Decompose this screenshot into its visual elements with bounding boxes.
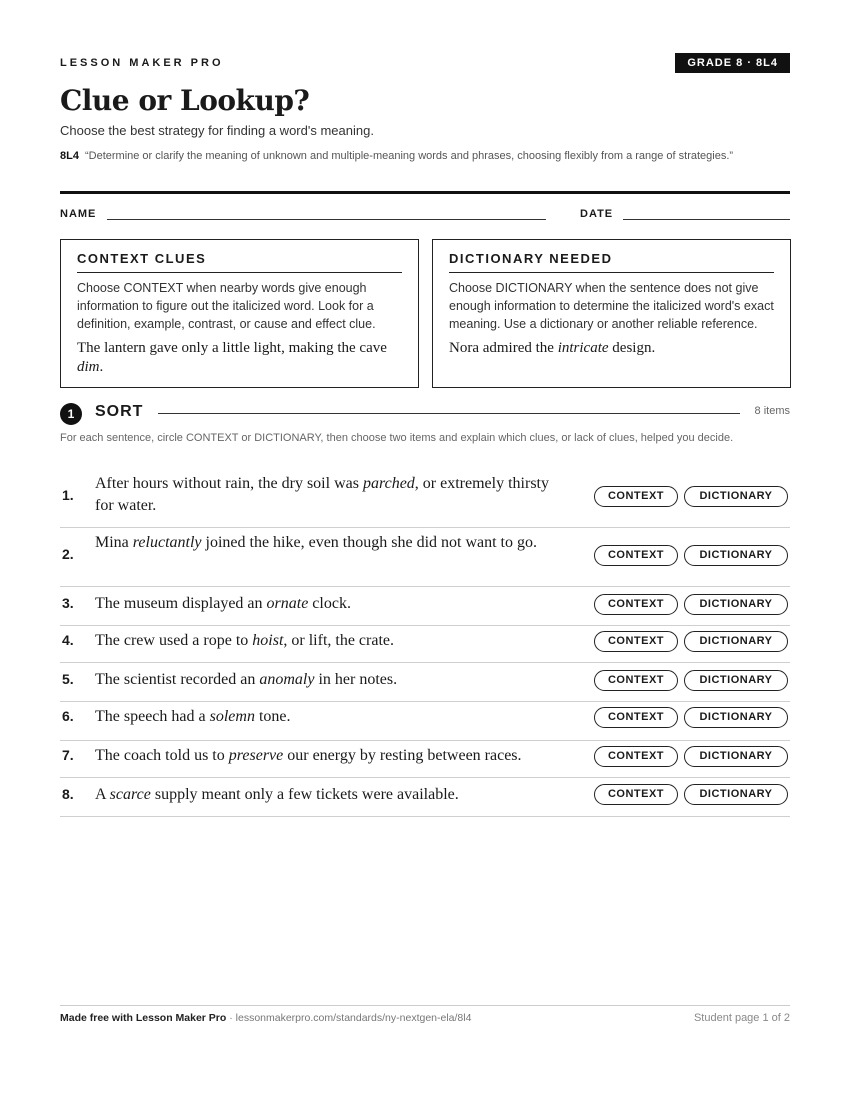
choice-pills — [594, 631, 788, 652]
item-number: 3. — [62, 595, 74, 611]
dictionary-needed-example — [449, 339, 774, 358]
section-instructions: For each sentence, circle CONTEXT or DICTIONARY, then choose two items and explain which clues, or lack of clues, helped you decide. — [60, 432, 734, 444]
sort-item-row — [60, 662, 790, 702]
footer-separator: · — [226, 1012, 236, 1024]
example-word: dim — [77, 359, 100, 375]
context-choice-button[interactable]: CONTEXT — [594, 670, 678, 691]
item-count: 8 items — [754, 405, 790, 417]
target-word: ornate — [266, 595, 309, 612]
item-number: 5. — [62, 671, 74, 687]
example-text: The lantern gave only a little light, making the cave — [77, 340, 387, 356]
sort-item-row — [60, 470, 790, 528]
sort-item-row — [60, 586, 790, 626]
footer-divider — [60, 1005, 790, 1006]
dictionary-needed-heading: DICTIONARY NEEDED — [449, 251, 774, 273]
sentence-text: Mina — [95, 534, 133, 551]
section-title: SORT — [95, 403, 144, 420]
dictionary-choice-button[interactable]: DICTIONARY — [684, 746, 788, 767]
item-sentence — [95, 669, 570, 691]
sentence-text: The museum displayed an — [95, 595, 267, 612]
context-choice-button[interactable]: CONTEXT — [594, 746, 678, 767]
dictionary-needed-box — [432, 239, 791, 388]
choice-pills — [594, 545, 788, 566]
item-number: 8. — [62, 786, 74, 802]
item-number: 4. — [62, 632, 74, 648]
target-word: scarce — [109, 786, 151, 803]
target-word: parched — [362, 475, 415, 492]
header-divider — [60, 191, 790, 194]
standard-code: 8L4 — [60, 150, 79, 162]
footer-url[interactable]: lessonmakerpro.com/standards/ny-nextgen-ela/8l4 — [235, 1012, 472, 1024]
dictionary-choice-button[interactable]: DICTIONARY — [684, 545, 788, 566]
item-number: 1. — [62, 487, 74, 503]
sentence-text-end: tone. — [254, 708, 291, 725]
item-sentence — [95, 784, 570, 806]
sentence-text: The crew used a rope to — [95, 632, 253, 649]
sort-item-row — [60, 701, 790, 741]
item-sentence — [95, 593, 570, 615]
section-divider — [158, 413, 740, 414]
sentence-text-end: , or lift, the crate. — [283, 632, 395, 649]
context-clues-description: Choose CONTEXT when nearby words give enough information to figure out the italicized word. Look for a definition, example, contrast, or cause and effect clue. — [77, 281, 376, 331]
choice-pills — [594, 670, 788, 691]
choice-pills — [594, 707, 788, 728]
name-label: NAME — [60, 208, 97, 220]
dictionary-choice-button[interactable]: DICTIONARY — [684, 670, 788, 691]
sort-item-row — [60, 625, 790, 663]
page-title: Clue or Lookup? — [60, 84, 310, 117]
context-choice-button[interactable]: CONTEXT — [594, 784, 678, 805]
item-number: 6. — [62, 708, 74, 724]
item-sentence — [95, 706, 570, 728]
name-field[interactable] — [107, 219, 546, 220]
context-choice-button[interactable]: CONTEXT — [594, 707, 678, 728]
dictionary-choice-button[interactable]: DICTIONARY — [684, 784, 788, 805]
sort-item-row — [60, 740, 790, 778]
standard-statement — [60, 148, 790, 165]
context-choice-button[interactable]: CONTEXT — [594, 486, 678, 507]
target-word: anomaly — [259, 671, 315, 688]
brand-name: LESSON MAKER PRO — [60, 57, 224, 69]
example-text-end: design. — [608, 340, 656, 356]
item-sentence — [95, 745, 570, 767]
date-field[interactable] — [623, 219, 790, 220]
context-choice-button[interactable]: CONTEXT — [594, 594, 678, 615]
item-sentence — [95, 532, 570, 554]
worksheet-page — [60, 0, 790, 1100]
sentence-text-end: joined the hike, even though she did not want to go. — [201, 534, 537, 551]
dictionary-choice-button[interactable]: DICTIONARY — [684, 594, 788, 615]
target-word: hoist — [252, 632, 284, 649]
sentence-text: The speech had a — [95, 708, 210, 725]
target-word: solemn — [209, 708, 255, 725]
sentence-text: The coach told us to — [95, 747, 229, 764]
context-clues-heading: CONTEXT CLUES — [77, 251, 402, 273]
sentence-text-end: our energy by resting between races. — [283, 747, 522, 764]
dictionary-choice-button[interactable]: DICTIONARY — [684, 486, 788, 507]
example-text-end: . — [99, 359, 104, 375]
choice-pills — [594, 594, 788, 615]
item-number: 7. — [62, 747, 74, 763]
target-word: reluctantly — [132, 534, 202, 551]
context-clues-box — [60, 239, 419, 388]
item-number: 2. — [62, 546, 74, 562]
standard-text: “Determine or clarify the meaning of unknown and multiple-meaning words and phrases, choosing flexibly from a range of strategies.” — [84, 150, 734, 162]
sort-item-row — [60, 777, 790, 817]
date-label: DATE — [580, 208, 614, 220]
context-choice-button[interactable]: CONTEXT — [594, 631, 678, 652]
context-choice-button[interactable]: CONTEXT — [594, 545, 678, 566]
target-word: preserve — [228, 747, 284, 764]
item-sentence — [95, 630, 570, 652]
sort-item-row — [60, 527, 790, 587]
dictionary-choice-button[interactable]: DICTIONARY — [684, 707, 788, 728]
grade-badge: GRADE 8 · 8L4 — [675, 53, 790, 73]
sentence-text: A — [95, 786, 110, 803]
choice-pills — [594, 746, 788, 767]
sentence-text-end: clock. — [308, 595, 351, 612]
choice-pills — [594, 784, 788, 805]
page-subtitle: Choose the best strategy for finding a word's meaning. — [60, 123, 374, 138]
footer-made-with: Made free with Lesson Maker Pro — [60, 1012, 227, 1024]
sentence-text-end: supply meant only a few tickets were available. — [150, 786, 459, 803]
footer-credit — [60, 1012, 471, 1024]
footer-page-number: Student page 1 of 2 — [693, 1012, 790, 1024]
context-clues-example — [77, 339, 402, 377]
example-word: intricate — [557, 340, 609, 356]
section-number-badge: 1 — [60, 403, 82, 425]
sentence-text-end: in her notes. — [314, 671, 398, 688]
example-text: Nora admired the — [449, 340, 558, 356]
choice-pills — [594, 486, 788, 507]
dictionary-choice-button[interactable]: DICTIONARY — [684, 631, 788, 652]
dictionary-needed-description: Choose DICTIONARY when the sentence does not give enough information to determine the italicized word's exact meaning. Use a dictionary or another reliable reference. — [449, 281, 774, 331]
sentence-text: After hours without rain, the dry soil was — [95, 475, 363, 492]
item-sentence — [95, 473, 570, 517]
sentence-text-end: , or extremely thirsty for water. — [95, 475, 549, 514]
sentence-text: The scientist recorded an — [95, 671, 260, 688]
